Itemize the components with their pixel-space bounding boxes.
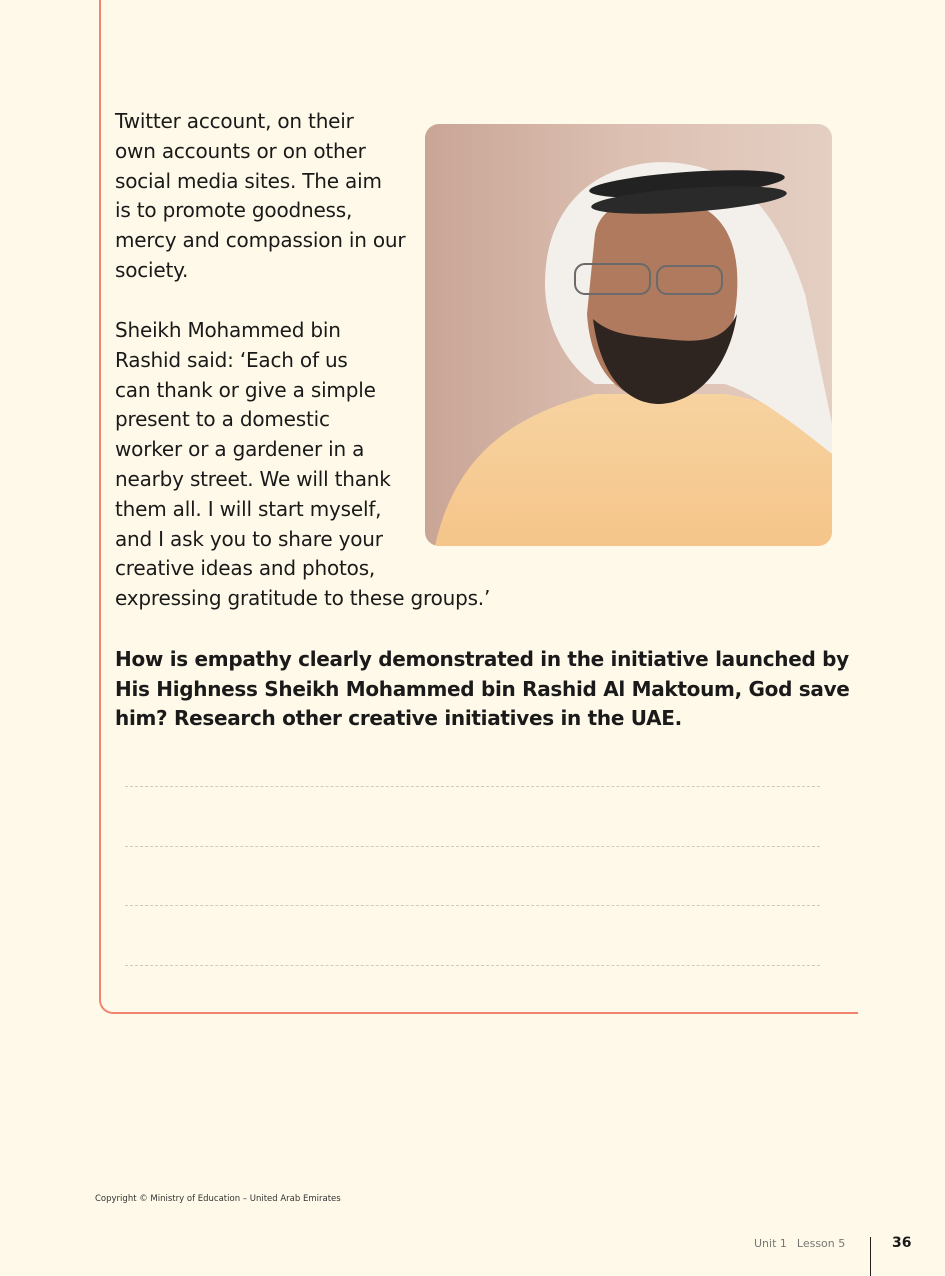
text-line: present to a domestic (115, 407, 330, 432)
text-line: How is empathy clearly demonstrated in the initiative launched by (115, 647, 849, 671)
text-line: creative ideas and photos, (115, 556, 376, 581)
question-prompt (115, 645, 850, 734)
lesson-label: Lesson 5 (796, 1237, 846, 1250)
unit-lesson-label (754, 1237, 855, 1250)
answer-line[interactable] (125, 905, 820, 906)
answer-line[interactable] (125, 965, 820, 966)
portrait-photo (425, 124, 832, 546)
text-line: worker or a gardener in a (115, 437, 365, 462)
text-line: Rashid said: ‘Each of us (115, 347, 348, 372)
text-line: them all. I will start myself, (115, 496, 382, 521)
text-line: His Highness Sheikh Mohammed bin Rashid Al Maktoum, God save (115, 676, 850, 701)
text-line: Twitter account, on their (115, 109, 354, 133)
footer-divider (870, 1237, 871, 1276)
answer-line[interactable] (125, 786, 820, 787)
text-line: is to promote goodness, (115, 198, 353, 223)
text-line: Sheikh Mohammed bin (115, 318, 341, 342)
answer-line[interactable] (125, 846, 820, 847)
page-number: 36 (892, 1235, 912, 1251)
text-line: nearby street. We will thank (115, 466, 391, 491)
paragraph-1 (115, 107, 405, 286)
text-line: and I ask you to share your (115, 526, 383, 551)
text-line: society. (115, 257, 189, 282)
text-line: him? Research other creative initiatives in the UAE. (115, 706, 682, 730)
text-line: own accounts or on other (115, 138, 366, 163)
text-line: social media sites. The aim (115, 168, 382, 193)
text-line: can thank or give a simple (115, 377, 376, 402)
text-line: expressing gratitude to these groups.’ (115, 586, 491, 611)
unit-label: Unit 1 (754, 1237, 787, 1250)
text-line: mercy and compassion in our (115, 228, 406, 253)
copyright-notice: Copyright © Ministry of Education – United Arab Emirates (95, 1194, 341, 1204)
